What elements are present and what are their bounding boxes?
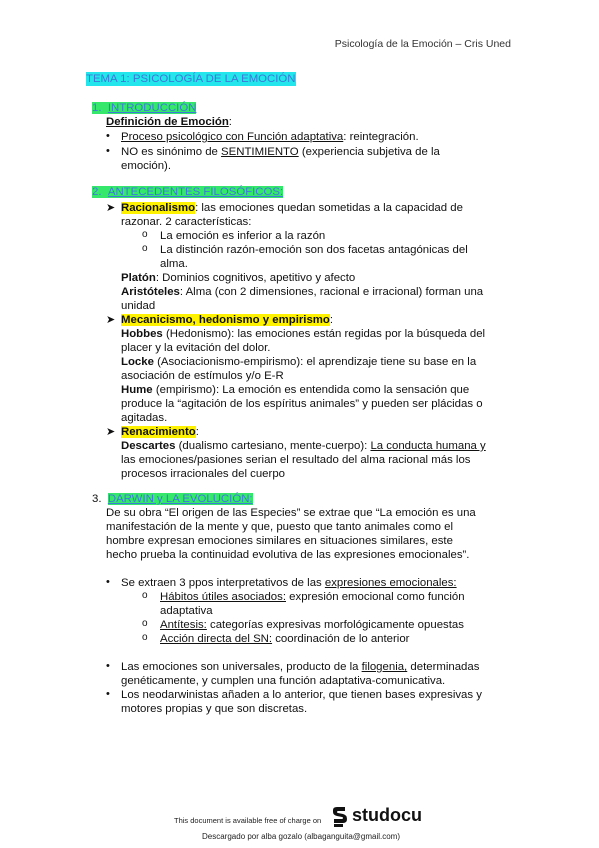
s3-bullet-2-cont: genéticamente, y cumplen una función adaptativa-comunicativa. — [121, 675, 446, 687]
section-3-heading: 3. DARWIN y LA EVOLUCIÓN: — [92, 493, 253, 505]
studocu-logo-icon — [330, 806, 350, 828]
s3-bullet-2: Las emociones son universales, producto de la filogenia, determinadas — [121, 661, 480, 673]
locke-line-2: asociación de estímulos y/o E-R — [121, 370, 284, 382]
hobbes-line-1: Hobbes (Hedonismo): las emociones están regidas por la búsqueda del — [121, 328, 486, 340]
hobbes-line-2: placer y la evitación del dolor. — [121, 342, 271, 354]
bullet-icon: • — [106, 688, 110, 700]
studocu-brand[interactable]: studocu — [352, 805, 422, 825]
arrow-icon: ➤ — [106, 314, 116, 326]
arrow-icon: ➤ — [106, 202, 116, 214]
bullet-icon: • — [106, 145, 110, 157]
racionalismo-sub-1: La emoción es inferior a la razón — [160, 230, 326, 242]
aristoteles-line-1: Aristóteles: Alma (con 2 dimensiones, racional e irracional) forman una — [121, 286, 484, 298]
s3-sub-1-cont: adaptativa — [160, 605, 213, 617]
s3-bullet-1: Se extraen 3 ppos interpretativos de las expresiones emocionales: — [121, 577, 457, 589]
s3-bullet-3-cont: motores propias y que son discretas. — [121, 703, 308, 715]
racionalismo-line-1: Racionalismo: las emociones quedan sometidas a la capacidad de — [121, 202, 463, 214]
section-2-heading: 2. ANTECEDENTES FILOSÓFICOS: — [92, 186, 284, 198]
s3-bullet-3: Los neodarwinistas añaden a lo anterior, que tienen bases expresivas y — [121, 689, 482, 701]
bullet-icon: • — [106, 660, 110, 672]
section-1-number: 1. — [92, 102, 102, 114]
footer-download: Descargado por alba gozalo (albaganguita@gmail.com) — [202, 832, 401, 841]
darwin-para-2: manifestación de la mente y que, puesto que tanto animales como el — [106, 521, 453, 533]
bullet-icon: • — [106, 576, 110, 588]
arrow-icon: ➤ — [106, 426, 116, 438]
platon-line: Platón: Dominios cognitivos, apetitivo y afecto — [121, 272, 356, 284]
definition-heading: Definición de Emoción: — [106, 116, 232, 128]
descartes-line-1: Descartes (dualismo cartesiano, mente-cuerpo): La conducta humana y — [121, 440, 486, 452]
s1-bullet-1: Proceso psicológico con Función adaptativa: reintegración. — [121, 131, 419, 143]
circle-bullet-icon: o — [142, 590, 148, 601]
darwin-para-4: hecho prueba la continuidad evolutiva de las expresiones emocionales”. — [106, 549, 470, 561]
footer-free-note: This document is available free of charge on — [174, 816, 322, 825]
page-header: Psicología de la Emoción – Cris Uned — [334, 38, 511, 50]
s1-bullet-2: NO es sinónimo de SENTIMIENTO (experiencia subjetiva de la — [121, 146, 440, 158]
bullet-icon: • — [106, 130, 110, 142]
darwin-para-3: hombre expresan emociones similares en situaciones similares, este — [106, 535, 453, 547]
section-1-heading — [92, 101, 196, 115]
descartes-line-2: las emociones/pasiones serian el resultado del alma racional más los — [121, 454, 471, 466]
renacimiento-heading: Renacimiento: — [121, 426, 199, 438]
s3-sub-1: Hábitos útiles asociados: expresión emocional como función — [160, 591, 465, 603]
circle-bullet-icon: o — [142, 243, 148, 254]
descartes-line-3: procesos irracionales del cuerpo — [121, 468, 285, 480]
s3-sub-2: Antítesis: categorías expresivas morfológicamente opuestas — [160, 619, 464, 631]
racionalismo-sub-2-cont: alma. — [160, 258, 188, 270]
circle-bullet-icon: o — [142, 618, 148, 629]
mecanicismo-heading: Mecanicismo, hedonismo y empirismo: — [121, 314, 334, 326]
s3-sub-3: Acción directa del SN: coordinación de lo anterior — [160, 633, 410, 645]
section-1-title: INTRODUCCIÓN — [107, 102, 197, 114]
tema-title: TEMA 1: PSICOLOGÍA DE LA EMOCIÓN — [86, 73, 296, 85]
darwin-para-1: De su obra “El origen de las Especies” se extrae que “La emoción es una — [106, 507, 476, 519]
hume-line-3: agitadas. — [121, 412, 168, 424]
racionalismo-line-2: razonar. 2 características: — [121, 216, 252, 228]
circle-bullet-icon: o — [142, 229, 148, 240]
hume-line-1: Hume (empirismo): La emoción es entendida como la sensación que — [121, 384, 470, 396]
aristoteles-line-2: unidad — [121, 300, 156, 312]
s1-bullet-2-cont: emoción). — [121, 160, 172, 172]
hume-line-2: produce la “agitación de los espíritus animales” y pueden ser plácidas o — [121, 398, 483, 410]
circle-bullet-icon: o — [142, 632, 148, 643]
locke-line-1: Locke (Asociacionismo-empirismo): el aprendizaje tiene su base en la — [121, 356, 477, 368]
racionalismo-sub-2: La distinción razón-emoción son dos facetas antagónicas del — [160, 244, 468, 256]
